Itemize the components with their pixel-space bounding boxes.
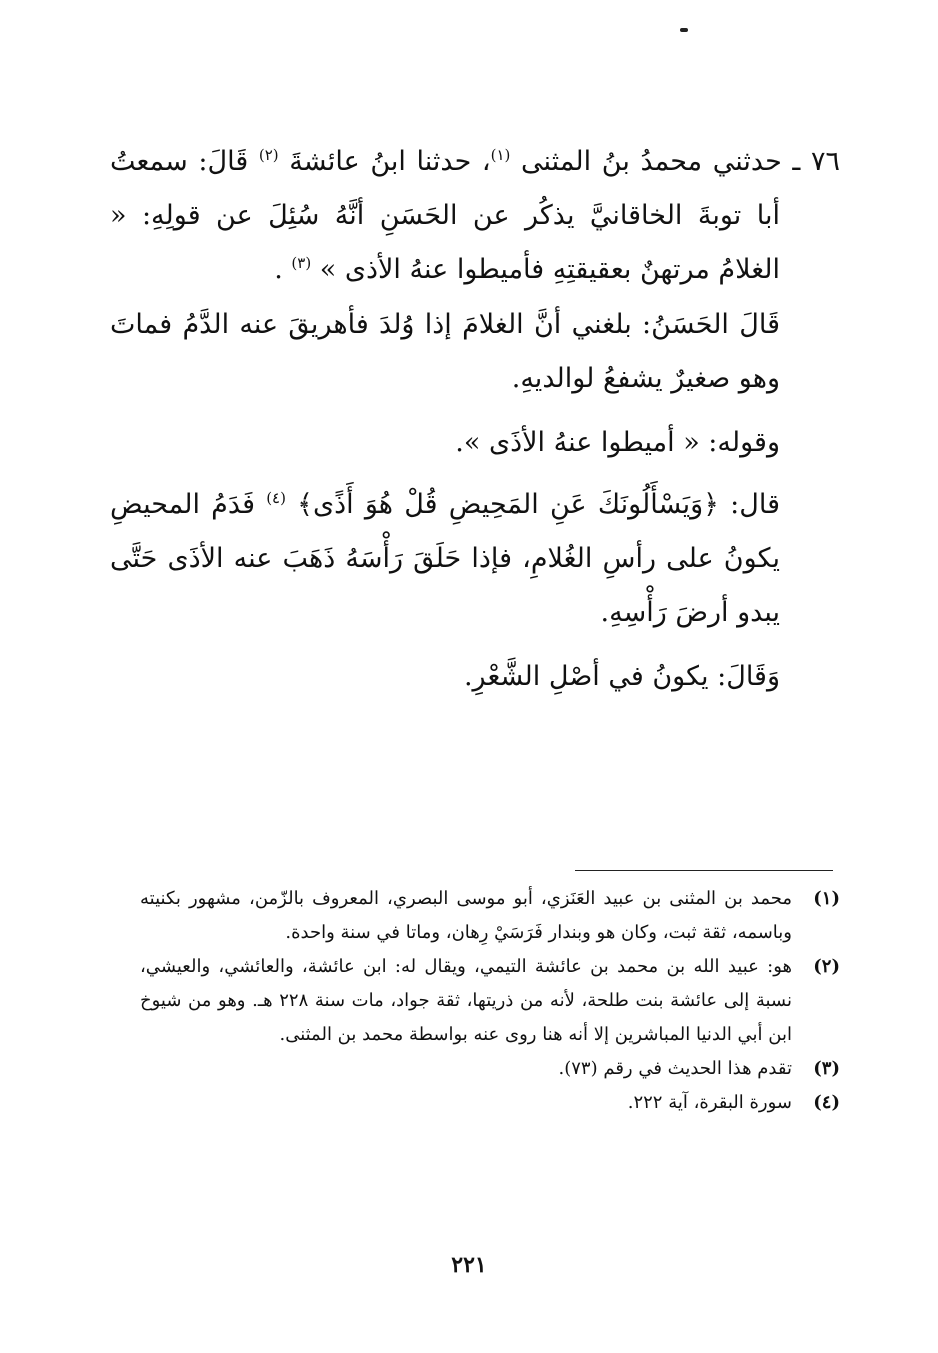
closing-statement-paragraph: وَقَالَ: يكونُ في أصْلِ الشَّعْرِ. xyxy=(463,661,780,692)
hadith-intro-part3: قَالَ: سمعتُ أبا توبةَ الخاقانيَّ يذكُر عن الحَسَنِ أنَّهُ سُئِلَ عن قولِهِ: « الغلامُ مرتهنٌ بعقيقتِهِ فأميطوا عنهُ الأذى » xyxy=(110,146,780,285)
hasan-statement-paragraph: قَالَ الحَسَنُ: بلغني أنَّ الغلامَ إذا وُلدَ فأهريقَ عنه الدَّمُ فماتَ وهو صغيرٌ يشفعُ لوالديهِ. xyxy=(110,309,780,394)
hadith-intro-part2: ، حدثنا ابنُ عائشةَ xyxy=(289,146,491,177)
footnote-number: (٢) xyxy=(813,956,840,977)
verse-commentary: فَدَمُ المحيضِ يكونُ على رأسِ الغُلامِ، فإذا حَلَقَ رَأْسَهُ ذَهَبَ عنه الأذَى حَتَّى يبدو أرضَ رَأْسِهِ. xyxy=(110,489,780,628)
footnote-text: محمد بن المثنى بن عبيد العَنَزي، أبو موسى البصري، المعروف بالزّمن، مشهور بكنيته وباسمه، ثقة ثبت، وكان هو وبندار فَرَسَيْ رِهان، وماتا في سنة واحدة. xyxy=(140,888,792,943)
footnote-text: تقدم هذا الحديث في رقم (٧٣). xyxy=(558,1058,792,1079)
scan-speck xyxy=(680,28,688,32)
footnote-divider xyxy=(575,870,833,871)
footnote-number: (١) xyxy=(813,888,840,909)
footnote-2 xyxy=(140,950,840,1052)
footnotes-section xyxy=(140,882,840,1120)
footnote-number: (٤) xyxy=(813,1092,840,1113)
page-number: ٢٢١ xyxy=(451,1252,487,1278)
footnote-ref-2[interactable]: (٢) xyxy=(258,146,279,164)
hadith-76-paragraph xyxy=(110,135,840,297)
saying-quote-paragraph: وقوله: « أميطوا عنهُ الأذَى ». xyxy=(455,427,780,458)
footnote-3 xyxy=(140,1052,840,1086)
footnote-ref-3[interactable]: (٣) xyxy=(291,254,312,272)
hadith-intro-end: . xyxy=(274,254,283,285)
footnote-text: هو: عبيد الله بن محمد بن عائشة التيمي، ويقال له: ابن عائشة، والعائشي، والعيشي، نسبة إلى عائشة بنت طلحة، لأنه من ذريتها، ثقة جواد، مات سنة ٢٢٨ هـ. وهو من شيوخ ابن أبي الدنيا المباشرين إلا أنه هنا روى عنه بواسطة محمد بن المثنى. xyxy=(140,956,793,1045)
verse-text: قال: ﴿وَيَسْأَلُونَكَ عَنِ المَحِيضِ قُلْ هُوَ أَذًى﴾ xyxy=(297,489,780,520)
quran-verse-paragraph xyxy=(110,478,840,640)
footnote-4 xyxy=(140,1086,840,1120)
footnote-number: (٣) xyxy=(813,1058,840,1079)
footnote-text: سورة البقرة، آية ٢٢٢. xyxy=(627,1092,792,1113)
hadith-number: ٧٦ ـ xyxy=(792,146,840,177)
footnote-1 xyxy=(140,882,840,950)
hadith-intro-part1: حدثني محمدُ بنُ المثنى xyxy=(521,146,782,177)
footnote-ref-4[interactable]: (٤) xyxy=(266,489,286,507)
footnote-ref-1[interactable]: (١) xyxy=(490,146,511,164)
